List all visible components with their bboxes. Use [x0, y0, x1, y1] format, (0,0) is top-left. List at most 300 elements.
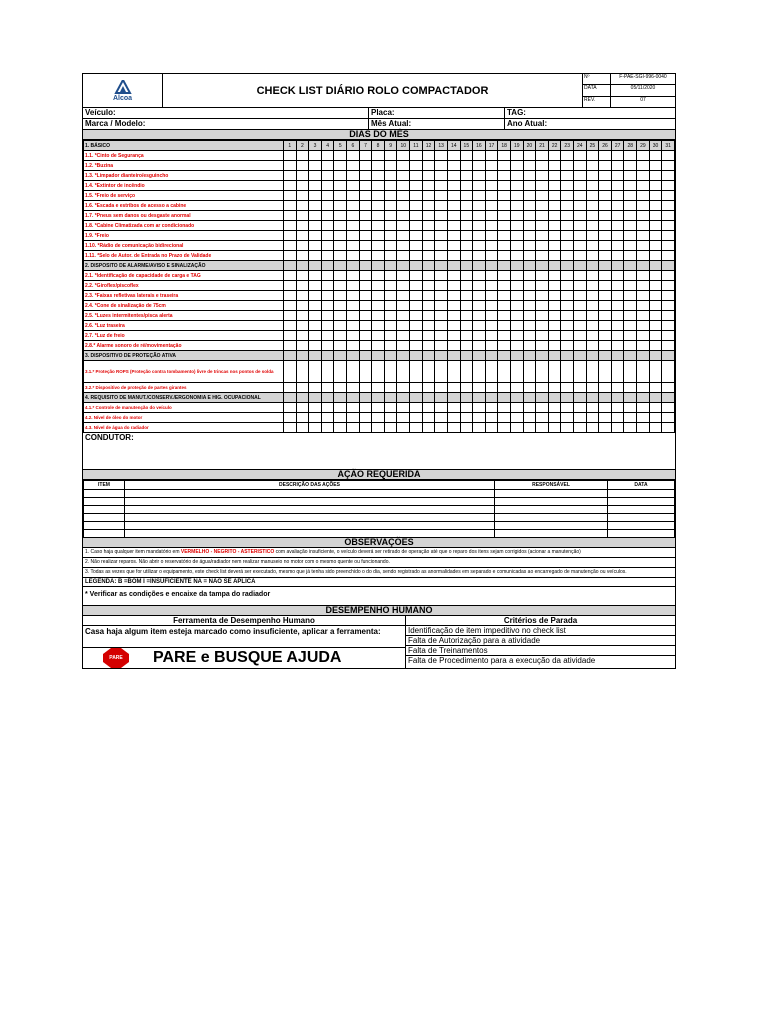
day-check-cell[interactable]: [372, 331, 385, 341]
day-check-cell[interactable]: [510, 311, 523, 321]
day-check-cell[interactable]: [460, 291, 473, 301]
day-check-cell[interactable]: [485, 221, 498, 231]
day-check-cell[interactable]: [397, 161, 410, 171]
day-check-cell[interactable]: [460, 161, 473, 171]
day-check-cell[interactable]: [548, 403, 561, 413]
acao-cell[interactable]: [125, 490, 495, 498]
day-check-cell[interactable]: [662, 161, 675, 171]
day-check-cell[interactable]: [384, 201, 397, 211]
day-check-cell[interactable]: [284, 301, 297, 311]
day-check-cell[interactable]: [384, 321, 397, 331]
day-check-cell[interactable]: [296, 301, 309, 311]
day-check-cell[interactable]: [410, 383, 423, 393]
day-check-cell[interactable]: [384, 271, 397, 281]
day-check-cell[interactable]: [523, 403, 536, 413]
day-check-cell[interactable]: [574, 291, 587, 301]
day-check-cell[interactable]: [447, 181, 460, 191]
day-check-cell[interactable]: [372, 181, 385, 191]
day-check-cell[interactable]: [599, 413, 612, 423]
day-check-cell[interactable]: [447, 221, 460, 231]
day-check-cell[interactable]: [447, 281, 460, 291]
day-check-cell[interactable]: [321, 311, 334, 321]
day-check-cell[interactable]: [561, 161, 574, 171]
day-check-cell[interactable]: [485, 201, 498, 211]
day-check-cell[interactable]: [397, 311, 410, 321]
day-check-cell[interactable]: [347, 281, 360, 291]
day-check-cell[interactable]: [649, 301, 662, 311]
day-check-cell[interactable]: [296, 423, 309, 433]
day-check-cell[interactable]: [662, 361, 675, 383]
day-check-cell[interactable]: [586, 161, 599, 171]
day-check-cell[interactable]: [435, 281, 448, 291]
day-check-cell[interactable]: [498, 423, 511, 433]
day-check-cell[interactable]: [410, 191, 423, 201]
day-check-cell[interactable]: [296, 331, 309, 341]
day-check-cell[interactable]: [536, 403, 549, 413]
day-check-cell[interactable]: [334, 271, 347, 281]
day-check-cell[interactable]: [473, 331, 486, 341]
day-check-cell[interactable]: [536, 383, 549, 393]
day-check-cell[interactable]: [422, 181, 435, 191]
day-cell[interactable]: [586, 393, 599, 403]
day-check-cell[interactable]: [523, 361, 536, 383]
day-check-cell[interactable]: [574, 403, 587, 413]
day-check-cell[interactable]: [662, 251, 675, 261]
day-check-cell[interactable]: [359, 191, 372, 201]
day-check-cell[interactable]: [510, 181, 523, 191]
day-check-cell[interactable]: [662, 311, 675, 321]
day-check-cell[interactable]: [548, 251, 561, 261]
day-check-cell[interactable]: [510, 191, 523, 201]
day-cell[interactable]: [397, 261, 410, 271]
day-check-cell[interactable]: [498, 311, 511, 321]
day-cell[interactable]: [372, 261, 385, 271]
day-cell[interactable]: [359, 393, 372, 403]
day-check-cell[interactable]: [649, 413, 662, 423]
day-check-cell[interactable]: [321, 321, 334, 331]
day-check-cell[interactable]: [397, 341, 410, 351]
day-check-cell[interactable]: [447, 231, 460, 241]
day-check-cell[interactable]: [347, 361, 360, 383]
day-check-cell[interactable]: [473, 271, 486, 281]
day-check-cell[interactable]: [485, 171, 498, 181]
day-check-cell[interactable]: [574, 221, 587, 231]
day-check-cell[interactable]: [510, 151, 523, 161]
day-cell[interactable]: [498, 351, 511, 361]
day-check-cell[interactable]: [347, 341, 360, 351]
day-cell[interactable]: [359, 261, 372, 271]
day-check-cell[interactable]: [447, 423, 460, 433]
day-check-cell[interactable]: [599, 361, 612, 383]
day-check-cell[interactable]: [473, 211, 486, 221]
day-cell[interactable]: [284, 261, 297, 271]
day-check-cell[interactable]: [410, 311, 423, 321]
day-check-cell[interactable]: [460, 413, 473, 423]
day-check-cell[interactable]: [334, 161, 347, 171]
day-cell[interactable]: [548, 261, 561, 271]
day-check-cell[interactable]: [624, 191, 637, 201]
day-check-cell[interactable]: [460, 341, 473, 351]
day-check-cell[interactable]: [410, 331, 423, 341]
day-check-cell[interactable]: [460, 181, 473, 191]
day-check-cell[interactable]: [510, 231, 523, 241]
day-check-cell[interactable]: [649, 151, 662, 161]
day-check-cell[interactable]: [296, 231, 309, 241]
day-check-cell[interactable]: [321, 201, 334, 211]
day-check-cell[interactable]: [574, 251, 587, 261]
placa-field[interactable]: Placa:: [369, 108, 505, 118]
day-check-cell[interactable]: [397, 211, 410, 221]
day-check-cell[interactable]: [284, 241, 297, 251]
day-check-cell[interactable]: [662, 221, 675, 231]
acao-cell[interactable]: [608, 506, 675, 514]
day-check-cell[interactable]: [662, 423, 675, 433]
day-check-cell[interactable]: [498, 191, 511, 201]
acao-cell[interactable]: [84, 530, 125, 538]
day-check-cell[interactable]: [347, 291, 360, 301]
day-check-cell[interactable]: [284, 291, 297, 301]
day-check-cell[interactable]: [637, 301, 650, 311]
day-check-cell[interactable]: [561, 321, 574, 331]
day-cell[interactable]: [523, 261, 536, 271]
day-check-cell[interactable]: [296, 241, 309, 251]
day-cell[interactable]: [611, 351, 624, 361]
day-check-cell[interactable]: [510, 161, 523, 171]
day-cell[interactable]: [460, 261, 473, 271]
day-check-cell[interactable]: [321, 191, 334, 201]
day-check-cell[interactable]: [347, 311, 360, 321]
day-check-cell[interactable]: [447, 321, 460, 331]
day-cell[interactable]: [435, 351, 448, 361]
day-check-cell[interactable]: [548, 301, 561, 311]
day-check-cell[interactable]: [284, 311, 297, 321]
day-check-cell[interactable]: [498, 251, 511, 261]
day-check-cell[interactable]: [649, 271, 662, 281]
day-check-cell[interactable]: [309, 403, 322, 413]
day-check-cell[interactable]: [599, 423, 612, 433]
day-check-cell[interactable]: [309, 201, 322, 211]
day-check-cell[interactable]: [548, 341, 561, 351]
day-check-cell[interactable]: [586, 413, 599, 423]
acao-cell[interactable]: [608, 514, 675, 522]
day-cell[interactable]: [662, 261, 675, 271]
day-check-cell[interactable]: [359, 383, 372, 393]
day-check-cell[interactable]: [397, 171, 410, 181]
day-check-cell[interactable]: [460, 311, 473, 321]
day-check-cell[interactable]: [485, 271, 498, 281]
day-check-cell[interactable]: [624, 321, 637, 331]
day-check-cell[interactable]: [485, 403, 498, 413]
day-check-cell[interactable]: [334, 201, 347, 211]
day-check-cell[interactable]: [637, 291, 650, 301]
day-check-cell[interactable]: [523, 341, 536, 351]
day-check-cell[interactable]: [435, 301, 448, 311]
day-check-cell[interactable]: [473, 423, 486, 433]
day-check-cell[interactable]: [410, 361, 423, 383]
day-check-cell[interactable]: [649, 251, 662, 261]
day-check-cell[interactable]: [662, 413, 675, 423]
day-check-cell[interactable]: [662, 341, 675, 351]
day-check-cell[interactable]: [447, 211, 460, 221]
day-check-cell[interactable]: [561, 281, 574, 291]
day-check-cell[interactable]: [473, 151, 486, 161]
day-check-cell[interactable]: [372, 291, 385, 301]
day-check-cell[interactable]: [624, 361, 637, 383]
day-check-cell[interactable]: [637, 181, 650, 191]
day-check-cell[interactable]: [284, 171, 297, 181]
day-check-cell[interactable]: [384, 221, 397, 231]
day-check-cell[interactable]: [498, 281, 511, 291]
day-check-cell[interactable]: [473, 171, 486, 181]
day-check-cell[interactable]: [536, 171, 549, 181]
day-cell[interactable]: [574, 351, 587, 361]
acao-cell[interactable]: [495, 530, 608, 538]
day-check-cell[interactable]: [624, 301, 637, 311]
day-check-cell[interactable]: [536, 321, 549, 331]
day-check-cell[interactable]: [485, 211, 498, 221]
day-check-cell[interactable]: [309, 211, 322, 221]
day-check-cell[interactable]: [599, 383, 612, 393]
day-check-cell[interactable]: [624, 423, 637, 433]
day-check-cell[interactable]: [296, 361, 309, 383]
day-check-cell[interactable]: [372, 361, 385, 383]
day-check-cell[interactable]: [410, 151, 423, 161]
day-check-cell[interactable]: [384, 361, 397, 383]
day-check-cell[interactable]: [372, 341, 385, 351]
day-check-cell[interactable]: [599, 191, 612, 201]
day-check-cell[interactable]: [309, 191, 322, 201]
day-cell[interactable]: [309, 351, 322, 361]
day-check-cell[interactable]: [649, 161, 662, 171]
day-check-cell[interactable]: [372, 201, 385, 211]
day-check-cell[interactable]: [435, 161, 448, 171]
day-check-cell[interactable]: [422, 301, 435, 311]
day-cell[interactable]: [460, 393, 473, 403]
day-cell[interactable]: [611, 261, 624, 271]
day-check-cell[interactable]: [447, 383, 460, 393]
day-check-cell[interactable]: [548, 201, 561, 211]
day-check-cell[interactable]: [397, 201, 410, 211]
day-cell[interactable]: [410, 393, 423, 403]
day-cell[interactable]: [485, 393, 498, 403]
day-cell[interactable]: [447, 393, 460, 403]
day-check-cell[interactable]: [485, 413, 498, 423]
day-check-cell[interactable]: [422, 291, 435, 301]
day-cell[interactable]: [662, 351, 675, 361]
day-cell[interactable]: [649, 261, 662, 271]
day-check-cell[interactable]: [523, 251, 536, 261]
day-check-cell[interactable]: [284, 281, 297, 291]
day-check-cell[interactable]: [473, 341, 486, 351]
day-check-cell[interactable]: [599, 341, 612, 351]
day-check-cell[interactable]: [321, 383, 334, 393]
day-check-cell[interactable]: [422, 221, 435, 231]
day-check-cell[interactable]: [561, 291, 574, 301]
acao-cell[interactable]: [84, 514, 125, 522]
day-check-cell[interactable]: [334, 211, 347, 221]
day-check-cell[interactable]: [410, 231, 423, 241]
day-check-cell[interactable]: [422, 271, 435, 281]
day-check-cell[interactable]: [359, 151, 372, 161]
day-check-cell[interactable]: [548, 181, 561, 191]
day-check-cell[interactable]: [359, 161, 372, 171]
day-check-cell[interactable]: [649, 181, 662, 191]
day-check-cell[interactable]: [473, 231, 486, 241]
day-check-cell[interactable]: [498, 201, 511, 211]
day-check-cell[interactable]: [334, 383, 347, 393]
day-check-cell[interactable]: [384, 423, 397, 433]
day-check-cell[interactable]: [649, 211, 662, 221]
day-check-cell[interactable]: [284, 361, 297, 383]
day-check-cell[interactable]: [548, 311, 561, 321]
day-check-cell[interactable]: [599, 151, 612, 161]
day-check-cell[interactable]: [397, 151, 410, 161]
day-check-cell[interactable]: [321, 161, 334, 171]
day-check-cell[interactable]: [561, 423, 574, 433]
acao-cell[interactable]: [608, 522, 675, 530]
day-cell[interactable]: [510, 393, 523, 403]
day-check-cell[interactable]: [460, 383, 473, 393]
day-check-cell[interactable]: [296, 191, 309, 201]
acao-cell[interactable]: [495, 514, 608, 522]
day-check-cell[interactable]: [523, 301, 536, 311]
day-cell[interactable]: [485, 261, 498, 271]
day-check-cell[interactable]: [599, 331, 612, 341]
day-check-cell[interactable]: [586, 281, 599, 291]
day-check-cell[interactable]: [498, 161, 511, 171]
day-check-cell[interactable]: [485, 161, 498, 171]
day-check-cell[interactable]: [284, 231, 297, 241]
day-check-cell[interactable]: [548, 383, 561, 393]
day-check-cell[interactable]: [347, 423, 360, 433]
day-check-cell[interactable]: [649, 281, 662, 291]
day-check-cell[interactable]: [410, 201, 423, 211]
day-check-cell[interactable]: [599, 211, 612, 221]
day-check-cell[interactable]: [548, 161, 561, 171]
day-check-cell[interactable]: [611, 301, 624, 311]
day-cell[interactable]: [548, 351, 561, 361]
day-check-cell[interactable]: [485, 341, 498, 351]
acao-cell[interactable]: [608, 498, 675, 506]
day-check-cell[interactable]: [473, 311, 486, 321]
day-check-cell[interactable]: [296, 251, 309, 261]
day-check-cell[interactable]: [523, 281, 536, 291]
day-check-cell[interactable]: [561, 251, 574, 261]
day-check-cell[interactable]: [510, 361, 523, 383]
day-cell[interactable]: [561, 351, 574, 361]
day-check-cell[interactable]: [384, 311, 397, 321]
day-check-cell[interactable]: [510, 271, 523, 281]
day-cell[interactable]: [510, 351, 523, 361]
day-check-cell[interactable]: [422, 251, 435, 261]
day-check-cell[interactable]: [347, 211, 360, 221]
day-cell[interactable]: [599, 261, 612, 271]
day-check-cell[interactable]: [435, 413, 448, 423]
day-check-cell[interactable]: [372, 161, 385, 171]
day-check-cell[interactable]: [649, 201, 662, 211]
day-check-cell[interactable]: [498, 341, 511, 351]
day-check-cell[interactable]: [561, 221, 574, 231]
day-cell[interactable]: [624, 351, 637, 361]
day-check-cell[interactable]: [422, 413, 435, 423]
day-check-cell[interactable]: [498, 241, 511, 251]
day-check-cell[interactable]: [473, 403, 486, 413]
day-check-cell[interactable]: [347, 171, 360, 181]
day-check-cell[interactable]: [384, 341, 397, 351]
day-check-cell[interactable]: [536, 201, 549, 211]
day-check-cell[interactable]: [372, 151, 385, 161]
day-check-cell[interactable]: [309, 151, 322, 161]
day-check-cell[interactable]: [473, 413, 486, 423]
day-check-cell[interactable]: [662, 291, 675, 301]
day-check-cell[interactable]: [624, 331, 637, 341]
day-check-cell[interactable]: [561, 181, 574, 191]
day-check-cell[interactable]: [485, 231, 498, 241]
day-check-cell[interactable]: [662, 201, 675, 211]
day-check-cell[interactable]: [561, 413, 574, 423]
day-check-cell[interactable]: [561, 341, 574, 351]
day-check-cell[interactable]: [624, 311, 637, 321]
day-check-cell[interactable]: [435, 191, 448, 201]
day-check-cell[interactable]: [498, 211, 511, 221]
day-check-cell[interactable]: [460, 191, 473, 201]
day-check-cell[interactable]: [359, 413, 372, 423]
acao-cell[interactable]: [84, 522, 125, 530]
day-check-cell[interactable]: [284, 201, 297, 211]
day-check-cell[interactable]: [347, 151, 360, 161]
day-check-cell[interactable]: [536, 301, 549, 311]
day-cell[interactable]: [384, 261, 397, 271]
day-check-cell[interactable]: [574, 181, 587, 191]
day-check-cell[interactable]: [510, 291, 523, 301]
day-check-cell[interactable]: [422, 383, 435, 393]
day-check-cell[interactable]: [536, 241, 549, 251]
day-check-cell[interactable]: [359, 311, 372, 321]
day-check-cell[interactable]: [649, 241, 662, 251]
day-check-cell[interactable]: [321, 361, 334, 383]
day-cell[interactable]: [523, 351, 536, 361]
day-check-cell[interactable]: [296, 311, 309, 321]
day-check-cell[interactable]: [321, 181, 334, 191]
day-check-cell[interactable]: [296, 403, 309, 413]
day-check-cell[interactable]: [498, 231, 511, 241]
day-check-cell[interactable]: [321, 291, 334, 301]
day-check-cell[interactable]: [561, 331, 574, 341]
day-check-cell[interactable]: [473, 281, 486, 291]
day-check-cell[interactable]: [447, 403, 460, 413]
day-check-cell[interactable]: [296, 211, 309, 221]
day-check-cell[interactable]: [334, 241, 347, 251]
day-check-cell[interactable]: [523, 151, 536, 161]
day-check-cell[interactable]: [296, 181, 309, 191]
day-check-cell[interactable]: [321, 231, 334, 241]
day-check-cell[interactable]: [347, 201, 360, 211]
day-check-cell[interactable]: [548, 171, 561, 181]
day-check-cell[interactable]: [473, 321, 486, 331]
day-check-cell[interactable]: [422, 403, 435, 413]
day-check-cell[interactable]: [447, 201, 460, 211]
day-check-cell[interactable]: [586, 251, 599, 261]
day-check-cell[interactable]: [574, 341, 587, 351]
day-check-cell[interactable]: [637, 151, 650, 161]
day-cell[interactable]: [410, 351, 423, 361]
day-check-cell[interactable]: [561, 301, 574, 311]
day-check-cell[interactable]: [397, 251, 410, 261]
day-check-cell[interactable]: [662, 151, 675, 161]
day-check-cell[interactable]: [359, 423, 372, 433]
day-check-cell[interactable]: [422, 341, 435, 351]
day-check-cell[interactable]: [586, 321, 599, 331]
